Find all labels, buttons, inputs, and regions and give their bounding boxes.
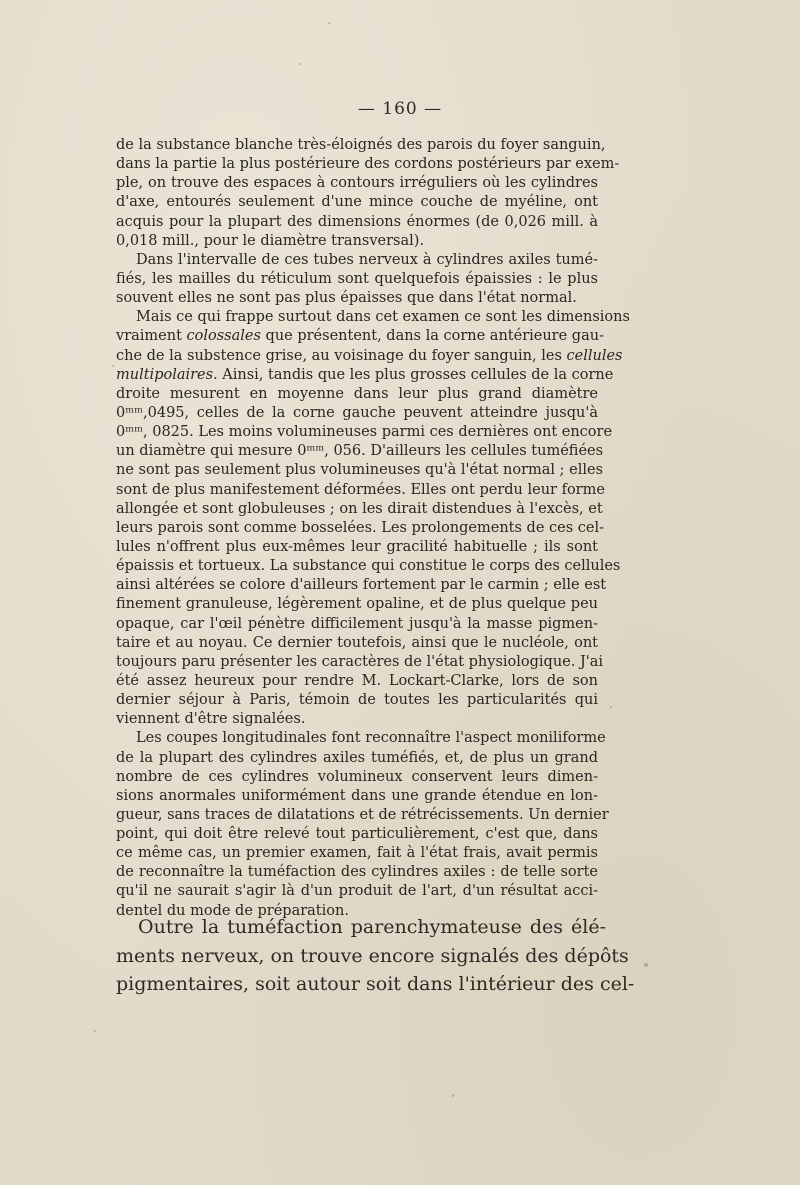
italic-term: multipolaires.	[116, 366, 218, 383]
page-number: — 160 —	[357, 99, 443, 119]
text-line: d'axe, entourés seulement d'une mince couche de myéline, ont	[116, 194, 598, 211]
paper-speck	[94, 1030, 96, 1032]
paper-speck	[452, 1094, 454, 1097]
text-line: 0,018 mill., pour le diamètre transversal).	[116, 232, 425, 249]
text-line: Dans l'intervalle de ces tubes nerveux à cylindres axiles tumé-	[136, 251, 598, 268]
text-line: toujours paru présenter les caractères de l'état physiologique. J'ai	[116, 653, 604, 670]
text-line: Outre la tuméfaction parenchymateuse des élé-	[138, 916, 606, 938]
paper-speck	[644, 963, 648, 967]
large-text-block	[116, 913, 635, 999]
text-line: vraiment colossales que présentent, dans la corne antérieure gau-	[116, 328, 604, 345]
text-line: point, qui doit être relevé tout particulièrement, c'est que, dans	[116, 826, 598, 843]
text-line: de la plupart des cylindres axiles tuméfiés, et, de plus un grand	[116, 749, 598, 766]
text-line: lules n'offrent plus eux-mêmes leur gracilité habituelle ; ils sont	[116, 538, 598, 555]
text-line: ple, on trouve des espaces à contours irréguliers où les cylindres	[116, 175, 598, 192]
text-line: un diamètre qui mesure 0ᵐᵐ, 056. D'ailleurs les cellules tuméfiées	[116, 443, 604, 460]
text-line: ne sont pas seulement plus volumineuses qu'à l'état normal ; elles	[116, 462, 604, 479]
text-line: droite mesurent en moyenne dans leur plus grand diamètre	[116, 385, 598, 402]
text-line: pigmentaires, soit autour soit dans l'intérieur des cel-	[116, 973, 635, 995]
text-line: nombre de ces cylindres volumineux conservent leurs dimen-	[116, 768, 598, 785]
text-line: 0ᵐᵐ, 0825. Les moins volumineuses parmi ces dernières ont encore	[116, 424, 613, 441]
paper-speck	[610, 706, 612, 708]
italic-term: cellules	[566, 347, 623, 364]
italic-term: colossales	[186, 328, 261, 345]
text-line: souvent elles ne sont pas plus épaisses que dans l'état normal.	[116, 290, 577, 307]
text-line: ainsi altérées se colore d'ailleurs fortement par le carmin ; elle est	[116, 577, 607, 594]
text-line: de la substance blanche très-éloignés des parois du foyer sanguin,	[116, 137, 606, 153]
text-line: taire et au noyau. Ce dernier toutefois, ainsi que le nucléole, ont	[116, 634, 598, 651]
text-line: dans la partie la plus postérieure des cordons postérieurs par exem-	[116, 156, 620, 173]
text-line: épaissis et tortueux. La substance qui constitue le corps des cellules	[116, 558, 621, 575]
text-line: ce même cas, un premier examen, fait à l'état frais, avait permis	[116, 845, 598, 862]
text-line: Mais ce qui frappe surtout dans cet examen ce sont les dimensions	[136, 309, 630, 326]
text-line: allongée et sont globuleuses ; on les dirait distendues à l'excès, et	[116, 500, 603, 517]
text-line: opaque, car l'œil pénètre difficilement jusqu'à la masse pigmen-	[116, 615, 598, 632]
text-line: multipolaires. Ainsi, tandis que les plus grosses cellules de la corne	[116, 366, 614, 383]
text-line: acquis pour la plupart des dimensions énormes (de 0,026 mill. à	[116, 213, 598, 230]
text-line: che de la substence grise, au voisinage du foyer sanguin, les cellules	[116, 347, 623, 364]
text-line: 0ᵐᵐ,0495, celles de la corne gauche peuvent atteindre jusqu'à	[116, 404, 598, 421]
text-line: Les coupes longitudinales font reconnaître l'aspect moniliforme	[136, 730, 606, 747]
text-line: gueur, sans traces de dilatations et de rétrécissements. Un dernier	[116, 806, 609, 823]
text-line: finement granuleuse, légèrement opaline, et de plus quelque peu	[116, 596, 598, 613]
text-line: été assez heureux pour rendre M. Lockart-Clarke, lors de son	[116, 672, 598, 689]
paper-speck	[299, 63, 301, 65]
text-line: dernier séjour à Paris, témoin de toutes les particularités qui	[116, 692, 598, 709]
text-line: sions anormales uniformément dans une grande étendue en lon-	[116, 787, 598, 804]
text-line: sont de plus manifestement déformées. Elles ont perdu leur forme	[116, 481, 605, 498]
text-line: fiés, les mailles du réticulum sont quelquefois épaissies : le plus	[116, 270, 598, 287]
text-line: de reconnaître la tuméfaction des cylindres axiles : de telle sorte	[116, 864, 598, 881]
text-line: ments nerveux, on trouve encore signalés des dépôts	[116, 944, 629, 967]
text-line: dentel du mode de préparation.	[116, 902, 349, 919]
paper-speck	[112, 365, 114, 367]
text-line: viennent d'être signalées.	[116, 711, 306, 728]
main-text-block	[116, 136, 630, 921]
paper-speck	[328, 22, 330, 24]
text-line: leurs parois sont comme bosselées. Les prolongements de ces cel-	[116, 519, 605, 536]
text-line: qu'il ne saurait s'agir là d'un produit de l'art, d'un résultat acci-	[116, 883, 598, 900]
